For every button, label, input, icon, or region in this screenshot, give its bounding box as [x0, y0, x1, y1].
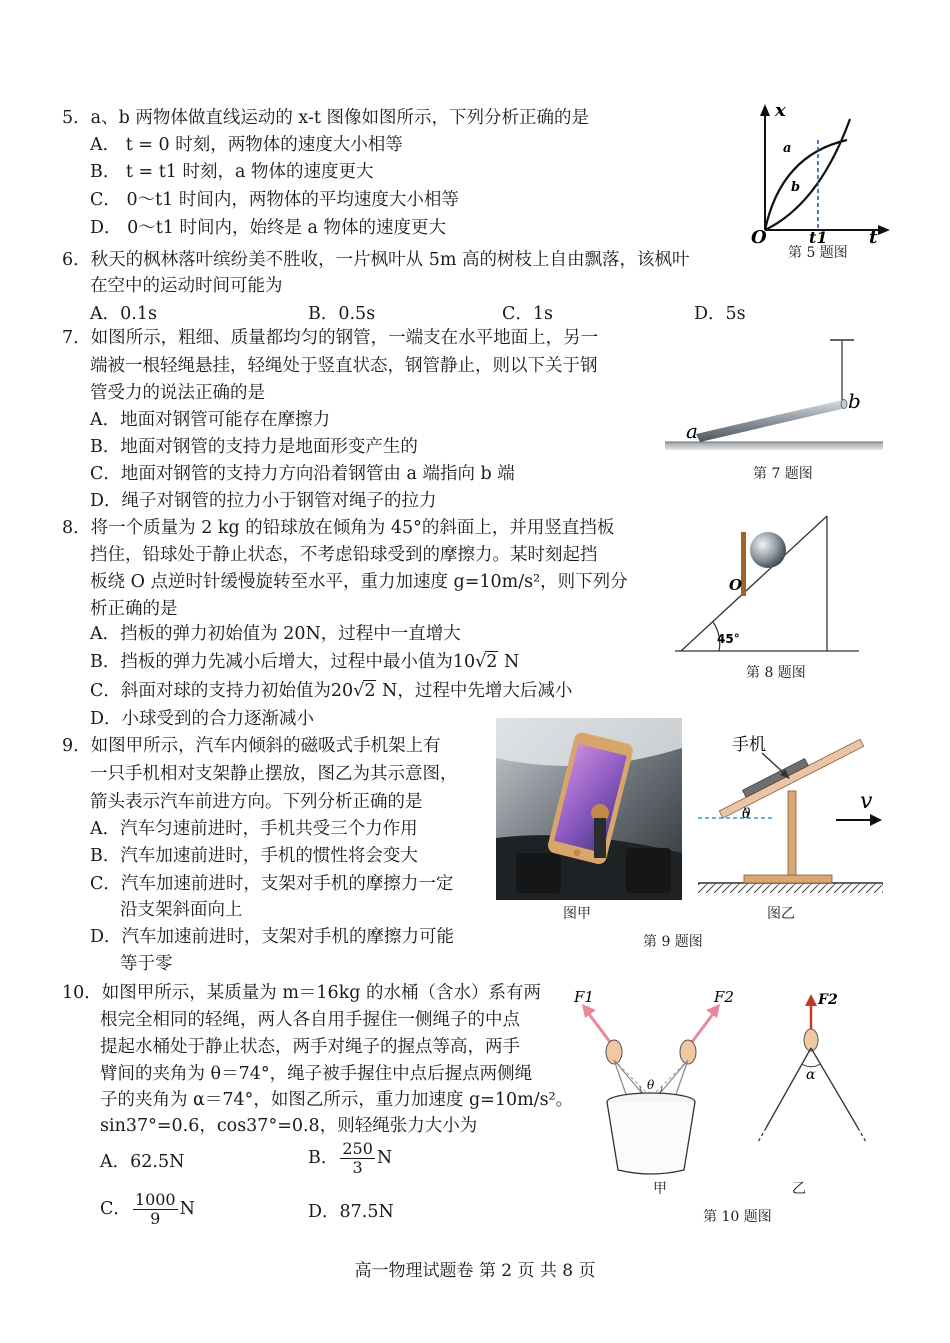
q9-label-v: v — [860, 789, 873, 814]
q8-stem-2: 挡住，铅球处于静止状态，不考虑铅球受到的摩擦力。某时刻起挡 — [90, 545, 598, 565]
q8-option-b-coef: 10 — [452, 652, 476, 672]
q9-label-phone: 手机 — [732, 735, 766, 755]
q8-option-b-unit: N — [504, 652, 520, 672]
q6-stem-1: 6．秋天的枫林落叶缤纷美不胜收，一片枫叶从 5m 高的树枝上自由飘落，该枫叶 — [62, 250, 690, 270]
q10-option-b-unit: N — [376, 1148, 393, 1168]
q9-caption-yi: 图乙 — [767, 906, 795, 922]
q10-stem-6: sin37°=0.6，cos37°=0.8，则轻绳张力大小为 — [100, 1116, 478, 1136]
q10-option-c-unit: N — [179, 1199, 195, 1219]
q6-option-b: B．0.5s — [308, 304, 376, 324]
q8-option-b-radicand: 2 — [486, 652, 498, 672]
q5-label-a: a — [783, 141, 792, 156]
q10-stem-4: 臂间的夹角为 θ＝74°，绳子被手握住中点后握点两侧绳 — [100, 1064, 533, 1084]
q9-option-c-2: 沿支架斜面向上 — [120, 900, 243, 920]
q5-caption: 第 5 题图 — [788, 245, 848, 261]
q5-option-b: B． t = t1 时刻，a 物体的速度更大 — [90, 162, 374, 182]
q9-phone-mount-schematic — [690, 725, 885, 895]
q5-option-a: A． t = 0 时刻，两物体的速度大小相等 — [90, 135, 403, 155]
q10-option-c-fraction — [133, 1191, 178, 1228]
q8-option-b-text: B．挡板的弹力先减小后增大，过程中最小值为 — [90, 652, 453, 672]
q10-label-f2: F2 — [714, 988, 734, 1006]
q10-label-f1: F1 — [574, 988, 594, 1006]
q7-stem-3: 管受力的说法正确的是 — [90, 383, 265, 403]
q8-label-o: O — [729, 576, 743, 594]
q8-option-c-sqrt: √2 — [353, 681, 376, 701]
q6-option-a: A．0.1s — [90, 304, 157, 324]
q6-option-d: D．5s — [694, 304, 746, 324]
q10-option-b — [308, 1140, 392, 1177]
q8-option-c-tail: N，过程中先增大后减小 — [382, 681, 573, 701]
q8-stem-1: 8．将一个质量为 2 kg 的铅球放在倾角为 45°的斜面上，并用竖直挡板 — [62, 518, 615, 538]
q10-caption: 第 10 题图 — [703, 1209, 772, 1225]
q7-label-a: a — [686, 419, 698, 443]
q9-option-b: B．汽车加速前进时，手机的惯性将会变大 — [90, 846, 418, 866]
q10-stem-3: 提起水桶处于静止状态，两手对绳子的握点等高，两手 — [100, 1037, 520, 1057]
q10-option-c-denominator: 9 — [150, 1209, 161, 1228]
q10-option-c-label: C． — [100, 1199, 131, 1219]
q9-stem-2: 一只手机相对支架静止摆放，图乙为其示意图， — [90, 764, 458, 784]
q10-bucket-diagram — [568, 982, 890, 1182]
q9-option-c-1: C．汽车加速前进时，支架对手机的摩擦力一定 — [90, 874, 454, 894]
q9-stem-1: 9．如图甲所示，汽车内倾斜的磁吸式手机架上有 — [62, 736, 441, 756]
q8-option-d: D．小球受到的合力逐渐减小 — [90, 709, 315, 729]
q8-stem-4: 析正确的是 — [90, 599, 178, 619]
q9-option-a: A．汽车匀速前进时，手机共受三个力作用 — [90, 819, 418, 839]
q8-option-b — [90, 650, 519, 674]
q10-label-theta: θ — [647, 1078, 655, 1092]
q10-option-b-numerator: 250 — [342, 1139, 373, 1158]
q9-option-d-2: 等于零 — [120, 954, 173, 974]
q8-stem-3: 板绕 O 点逆时针缓慢旋转至水平，重力加速度 g=10m/s²，则下列分 — [90, 572, 628, 592]
q8-option-c-radicand: 2 — [364, 681, 376, 701]
q5-label-b: b — [791, 180, 801, 195]
q9-option-d-1: D．汽车加速前进时，支架对手机的摩擦力可能 — [90, 927, 455, 947]
q6-option-c: C．1s — [502, 304, 554, 324]
q8-option-c-coef: 20 — [330, 681, 354, 701]
q9-stem-3: 箭头表示汽车前进方向。下列分析正确的是 — [90, 792, 423, 812]
q7-option-b: B．地面对钢管的支持力是地面形变产生的 — [90, 437, 418, 457]
q8-option-c-text: C．斜面对球的支持力初始值为 — [90, 681, 331, 701]
q8-option-c — [90, 679, 572, 703]
q10-option-c — [100, 1191, 195, 1228]
q9-label-theta: θ — [742, 806, 751, 822]
q10-label-alpha: α — [806, 1067, 816, 1083]
q5-option-d: D． 0～t1 时间内，始终是 a 物体的速度更大 — [90, 218, 447, 238]
q5-label-t: t — [869, 227, 878, 245]
q10-option-a: A．62.5N — [100, 1152, 185, 1172]
q5-label-t1: t1 — [809, 228, 828, 245]
q10-option-d: D．87.5N — [308, 1202, 394, 1222]
q7-stem-2: 端被一根轻绳悬挂，轻绳处于竖直状态，钢管静止，则以下关于钢 — [90, 356, 598, 376]
q5-option-c: C． 0～t1 时间内，两物体的平均速度大小相等 — [90, 190, 459, 210]
q7-steel-pipe-diagram — [660, 330, 885, 455]
q10-stem-1: 10．如图甲所示，某质量为 m＝16kg 的水桶（含水）系有两 — [62, 983, 542, 1003]
q8-label-angle: 45° — [717, 632, 740, 646]
q10-caption-yi: 乙 — [792, 1181, 806, 1197]
q7-option-a: A．地面对钢管可能存在摩擦力 — [90, 410, 331, 430]
q5-label-x: x — [775, 100, 786, 121]
q10-option-b-fraction — [340, 1140, 375, 1177]
q10-option-b-label: B． — [308, 1148, 339, 1168]
q5-label-o: O — [751, 227, 767, 245]
q8-option-a: A．挡板的弹力初始值为 20N，过程中一直增大 — [90, 624, 461, 644]
q7-caption: 第 7 题图 — [753, 466, 813, 482]
q10-label-f2-yi: F2 — [818, 992, 838, 1008]
q5-stem: 5．a、b 两物体做直线运动的 x-t 图像如图所示，下列分析正确的是 — [62, 108, 589, 128]
q10-option-b-denominator: 3 — [352, 1158, 363, 1177]
q9-photo-car-phone-mount — [496, 718, 682, 900]
q8-incline-diagram — [675, 510, 860, 658]
q8-option-b-sqrt: √2 — [475, 652, 498, 672]
q6-stem-2: 在空中的运动时间可能为 — [90, 276, 283, 296]
q10-caption-jia: 甲 — [653, 1181, 667, 1197]
q5-xt-graph — [745, 100, 890, 245]
page-footer: 高一物理试题卷 第 2 页 共 8 页 — [354, 1261, 596, 1281]
q7-option-d: D．绳子对钢管的拉力小于钢管对绳子的拉力 — [90, 491, 437, 511]
q9-caption: 第 9 题图 — [643, 934, 703, 950]
q9-caption-jia: 图甲 — [563, 906, 591, 922]
q7-stem-1: 7．如图所示，粗细、质量都均匀的钢管，一端支在水平地面上，另一 — [62, 328, 599, 348]
q10-stem-2: 根完全相同的轻绳，两人各自用手握住一侧绳子的中点 — [100, 1010, 520, 1030]
q10-stem-5: 子的夹角为 α＝74°，如图乙所示，重力加速度 g=10m/s²。 — [100, 1090, 574, 1110]
q7-label-b: b — [848, 389, 861, 413]
q8-caption: 第 8 题图 — [746, 665, 806, 681]
q7-option-c: C．地面对钢管的支持力方向沿着钢管由 a 端指向 b 端 — [90, 464, 515, 484]
q10-option-c-numerator: 1000 — [134, 1190, 176, 1209]
